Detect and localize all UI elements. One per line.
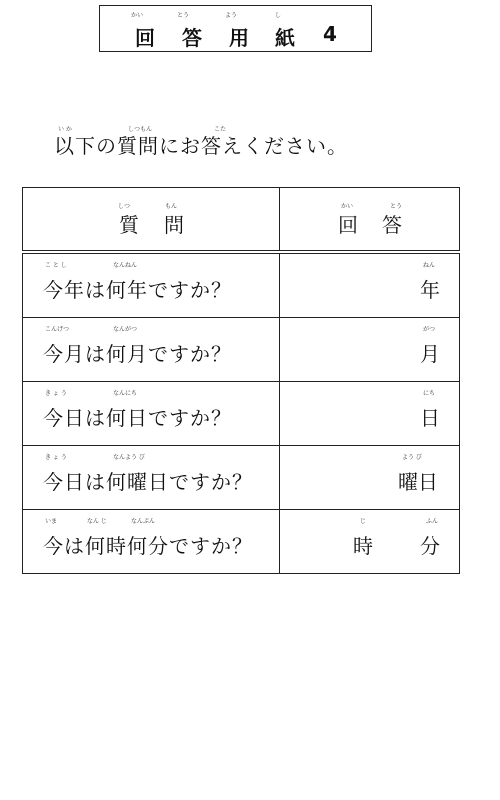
title-ruby: よう [225,12,238,19]
header-char: 問 [164,213,184,237]
question-ruby: なんぷん [131,518,156,525]
answer-ruby: ねん [423,262,436,269]
header-ruby: かい [341,203,354,210]
instruction-text: 以下の質問にお答えください。 [54,134,348,158]
header-char: 答 [382,213,402,237]
question-ruby: いま [45,518,58,525]
title-box [99,5,372,52]
answer-unit: 分 [420,534,440,558]
question-ruby: なんにち [113,390,138,397]
header-ruby: しつ [118,203,131,210]
question-text: 今日は何日ですか？ [43,406,232,430]
answer-cell[interactable] [280,510,460,574]
answer-ruby: じ [360,518,367,525]
title-char: 4 [323,22,337,46]
question-cell [23,318,280,382]
answer-table [22,187,460,574]
question-ruby: なんがつ [113,326,138,333]
question-cell [23,382,280,446]
answer-cell[interactable] [280,382,460,446]
instruction-ruby: こた [214,126,227,133]
question-cell [23,446,280,510]
question-cell [23,252,280,318]
instruction-ruby: しつもん [128,126,153,133]
answer-unit: 日 [420,406,440,430]
answer-ruby: ふん [426,518,439,525]
title-char: 回 [135,26,155,50]
question-text: 今月は何月ですか？ [43,342,232,366]
question-ruby: こんげつ [45,326,70,333]
table-row [23,318,460,382]
table-row [23,252,460,318]
title-char: 紙 [275,26,295,50]
instruction-ruby: い か [58,126,72,133]
answer-ruby: よう び [402,454,422,461]
answer-cell[interactable] [280,252,460,318]
question-ruby: き ょ う [45,390,67,397]
answer-ruby: にち [423,390,436,397]
answer-unit: 時 [353,534,373,558]
header-char: 質 [119,213,139,237]
title-char: 答 [182,26,202,50]
question-header [23,188,280,253]
answer-ruby: がつ [423,326,436,333]
question-text: 今日は何曜日ですか？ [43,470,253,494]
title-char: 用 [229,26,249,50]
table-row [23,446,460,510]
title-ruby: とう [177,12,190,19]
table-row [23,382,460,446]
question-ruby: なん じ [87,518,107,525]
answer-unit: 曜日 [398,470,438,494]
header-ruby: とう [390,203,403,210]
answer-unit: 年 [420,278,440,302]
answer-cell[interactable] [280,318,460,382]
question-ruby: こ と し [45,262,67,269]
question-ruby: き ょ う [45,454,67,461]
header-char: 回 [338,213,358,237]
title-ruby: かい [131,12,144,19]
header-ruby: もん [165,203,178,210]
answer-unit: 月 [420,342,440,366]
question-ruby: なんねん [113,262,138,269]
answer-cell[interactable] [280,446,460,510]
answer-header [280,188,460,253]
table-row [23,510,460,574]
question-cell [23,510,280,574]
question-text: 今は何時何分ですか？ [43,534,253,558]
table-header-row [23,188,460,253]
question-text: 今年は何年ですか？ [43,278,232,302]
question-ruby: なんよう び [113,454,145,461]
title-ruby: し [275,12,282,19]
